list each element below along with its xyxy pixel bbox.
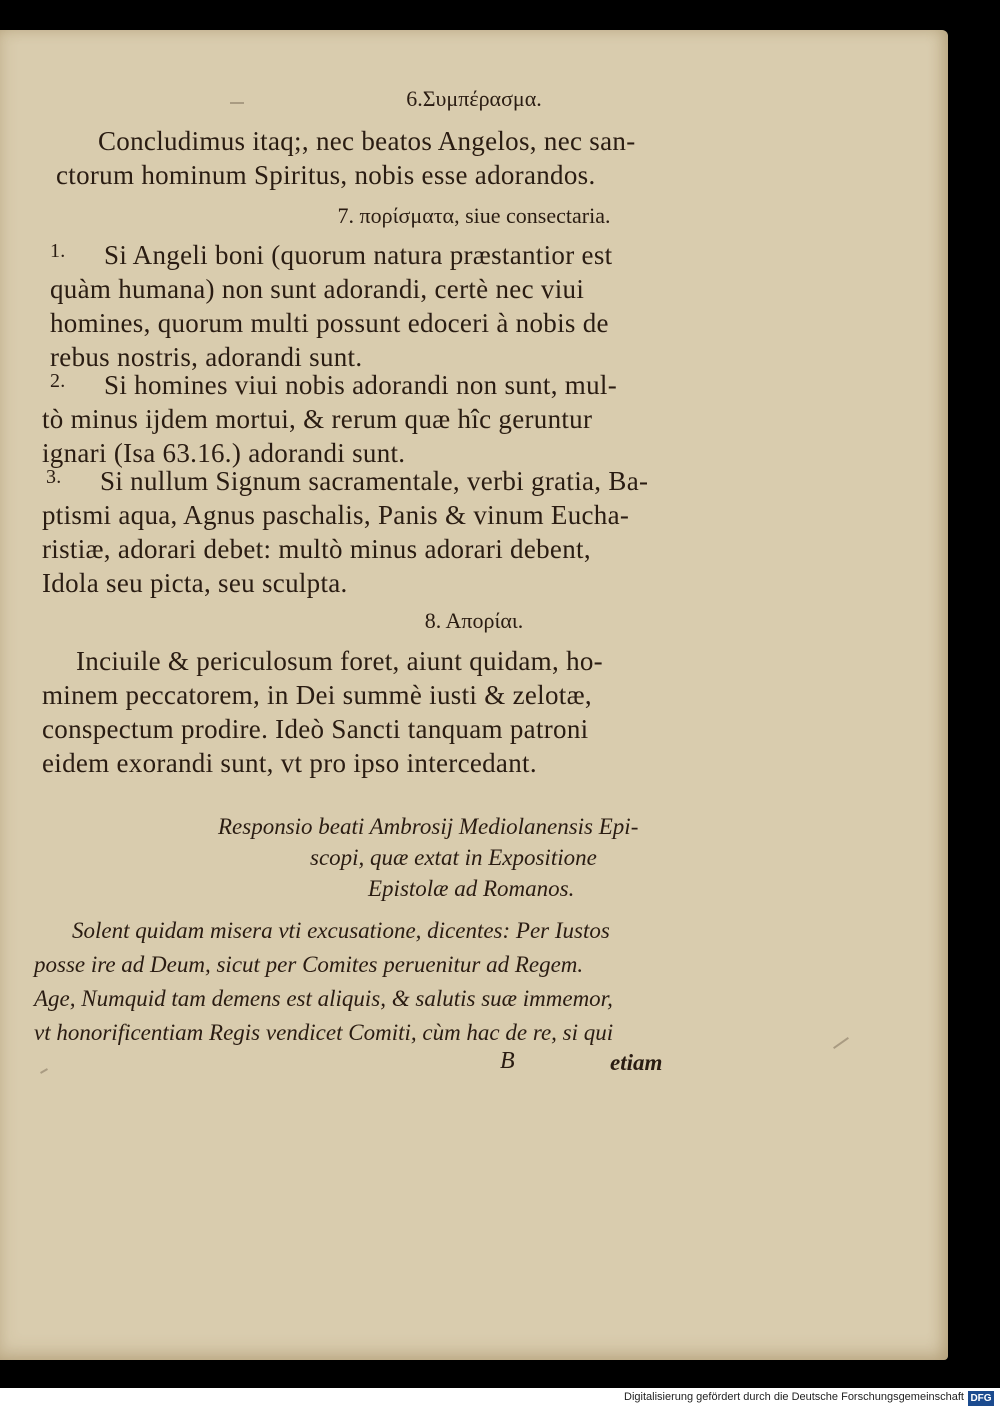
ink-speck	[833, 1037, 849, 1049]
point-line: Si nullum Signum sacramentale, verbi gratia, Ba-	[100, 466, 649, 496]
point-line: ignari (Isa 63.16.) adorandi sunt.	[42, 438, 406, 468]
quote-line: vt honorificentiam Regis vendicet Comiti, cùm hac de re, si qui	[34, 1020, 614, 1045]
quote-line: posse ire ad Deum, sicut per Comites peruenitur ad Regem.	[34, 952, 584, 977]
objection-line: minem peccatorem, in Dei summè iusti & zelotæ,	[42, 680, 592, 710]
response-heading-line: Epistolæ ad Romanos.	[368, 876, 575, 901]
objection-line: Inciuile & periculosum foret, aiunt quidam, ho-	[76, 646, 603, 676]
section-heading-7: 7. πορίσματα, siue consectaria.	[337, 203, 611, 228]
objection-line: conspectum prodire. Ideò Sancti tanquam patroni	[42, 714, 589, 744]
point-number: 2.	[50, 370, 66, 392]
quote-line: Solent quidam misera vti excusatione, dicentes: Per Iustos	[72, 918, 610, 943]
point-line: Idola seu picta, seu sculpta.	[42, 568, 348, 598]
point-line: rebus nostris, adorandi sunt.	[50, 342, 363, 372]
book-page	[0, 30, 948, 1360]
point-line: ptismi aqua, Agnus paschalis, Panis & vinum Eucha-	[42, 500, 630, 530]
signature-mark: B	[500, 1048, 515, 1074]
conclusion-line: ctorum hominum Spiritus, nobis esse adorandos.	[56, 160, 596, 190]
ink-speck	[230, 102, 244, 104]
point-number: 3.	[46, 466, 62, 488]
point-line: ristiæ, adorari debet: multò minus adorari debent,	[42, 534, 591, 564]
footer-bar	[0, 1388, 1000, 1412]
section-heading-8: 8. Απορίαι.	[424, 608, 524, 633]
point-line: quàm humana) non sunt adorandi, certè nec viui	[50, 274, 585, 304]
point-number: 1.	[50, 240, 66, 262]
ink-speck	[40, 1068, 48, 1074]
point-line: Si homines viui nobis adorandi non sunt, mul-	[104, 370, 617, 400]
objection-line: eidem exorandi sunt, vt pro ipso intercedant.	[42, 748, 537, 778]
catchword: etiam	[610, 1050, 663, 1075]
dfg-logo-icon: DFG	[968, 1391, 994, 1406]
conclusion-line: Concludimus itaq;, nec beatos Angelos, nec san-	[98, 126, 636, 156]
quote-line: Age, Numquid tam demens est aliquis, & salutis suæ immemor,	[34, 986, 613, 1011]
response-heading-line: Responsio beati Ambrosij Mediolanensis Epi-	[218, 814, 639, 839]
funding-note: Digitalisierung gefördert durch die Deutsche Forschungsgemeinschaft	[624, 1391, 964, 1403]
point-line: Si Angeli boni (quorum natura præstantior est	[104, 240, 613, 270]
point-line: tò minus ijdem mortui, & rerum quæ hîc geruntur	[42, 404, 593, 434]
point-line: homines, quorum multi possunt edoceri à nobis de	[50, 308, 609, 338]
section-heading-6: 6.Συμπέρασμα.	[406, 86, 542, 111]
response-heading-line: scopi, quæ extat in Expositione	[310, 845, 597, 870]
